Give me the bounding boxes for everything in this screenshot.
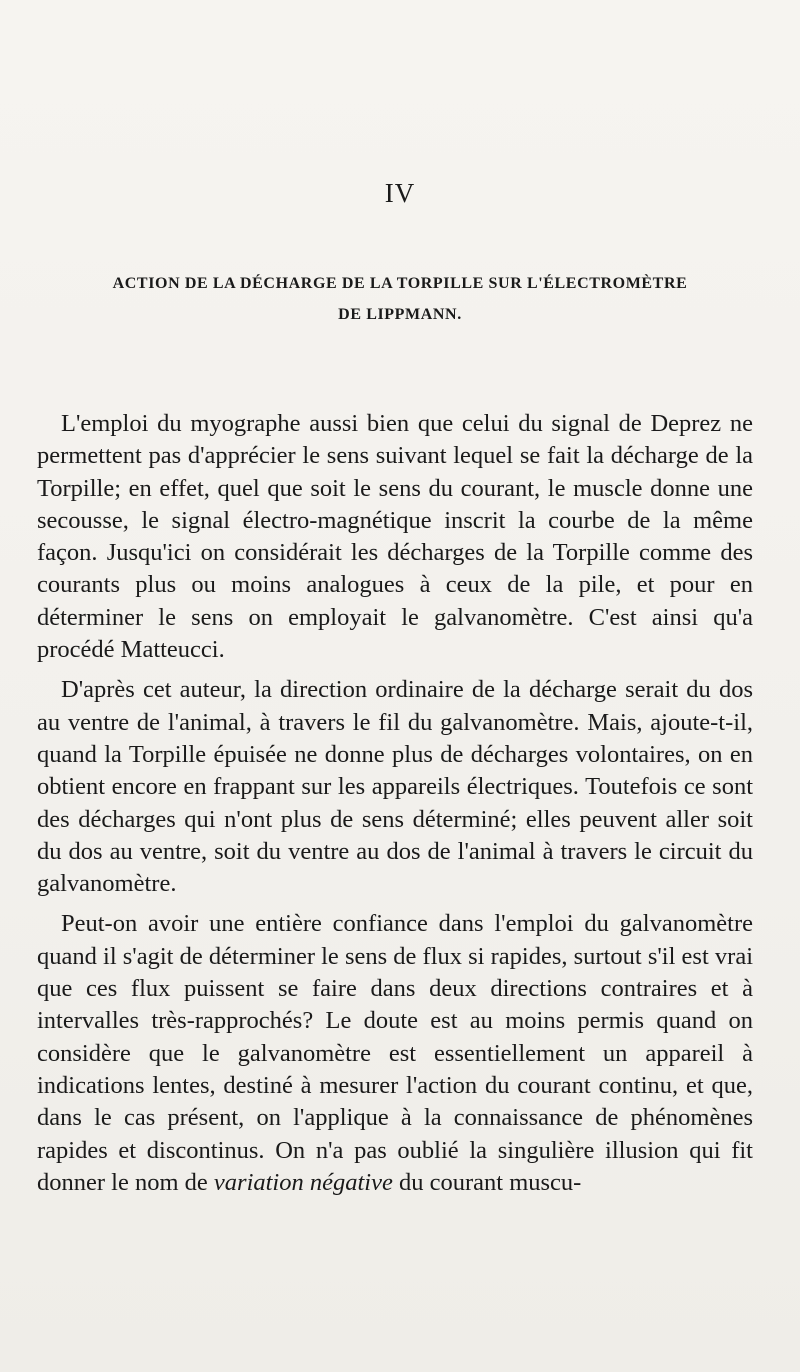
chapter-title-line-2: DE LIPPMANN. xyxy=(338,306,462,323)
paragraph-1: L'emploi du myographe aussi bien que celui du signal de Deprez ne permettent pas d'apprécier le sens suivant lequel se fait la décharge de la Torpille; en effet, quel que soit le sens du courant, le muscle donne une secousse, le signal électro-magnétique inscrit la courbe de la même façon. Jusqu'ici on considérait les décharges de la Torpille comme des courants plus ou moins analogues à ceux de la pile, et pour en déterminer le sens on employait le galvanomètre. C'est ainsi qu'a procédé Matteucci. xyxy=(37,410,753,664)
chapter-title-line-1: ACTION DE LA DÉCHARGE DE LA TORPILLE SUR L'ÉLECTROMÈTRE xyxy=(112,275,688,292)
paragraph-2: D'après cet auteur, la direction ordinaire de la décharge serait du dos au ventre de l'animal, à travers le fil du galvanomètre. Mais, ajoute-t-il, quand la Torpille épuisée ne donne plus de décharges volontaires, on en obtient encore en frappant sur les appareils électriques. Toutefois ce sont des décharges qui n'ont plus de sens déterminé; elles peuvent aller soit du dos au ventre, soit du ventre au dos de l'animal à travers le circuit du galvanomètre. xyxy=(37,676,753,898)
paragraph-3 xyxy=(37,908,753,1199)
body-text xyxy=(37,408,753,1207)
chapter-number: IV xyxy=(384,178,416,208)
paragraph-3-italic-term: variation négative xyxy=(213,1168,393,1196)
chapter-title xyxy=(34,268,766,330)
paragraph-3-text-before: Peut-on avoir une entière confiance dans l'emploi du galvanomètre quand il s'agit de déterminer le sens de flux si rapides, surtout s'il est vrai que ces flux puissent se faire dans deux directions contraires et à intervalles très-rapprochés? Le doute est au moins permis quand on considère que le galvanomètre est essentiellement un appareil à indications lentes, destiné à mesurer l'action du courant continu, et que, dans le cas présent, on l'applique à la connaissance de phénomènes rapides et discontinus. On n'a pas oublié la singulière illusion qui fit donner le nom de xyxy=(37,910,753,1196)
paragraph-3-text-after: du courant muscu- xyxy=(392,1168,582,1196)
